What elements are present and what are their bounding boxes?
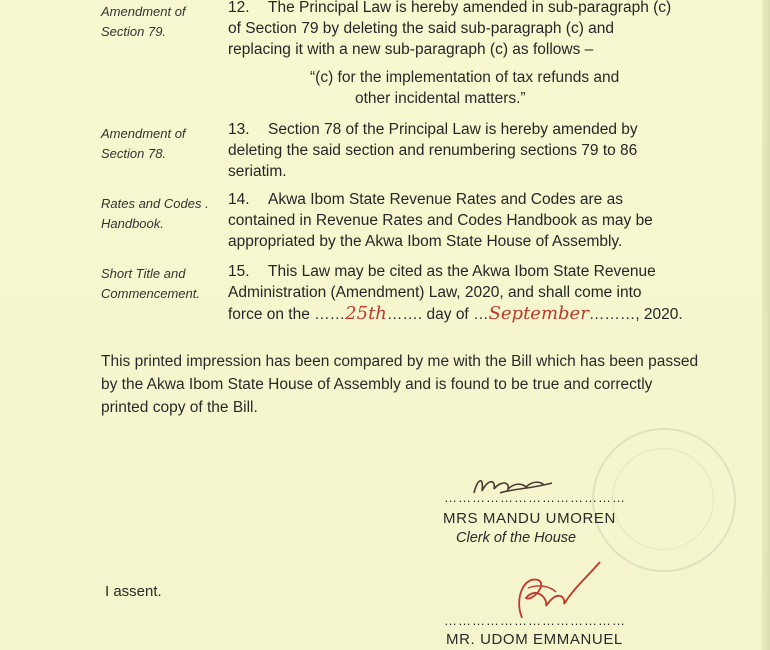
clause-line: Administration (Amendment) Law, 2020, and shall come into	[228, 284, 642, 301]
margin-note-short-title	[101, 264, 200, 304]
quote-line: other incidental matters.”	[355, 90, 526, 107]
clause-line: seriatim.	[228, 163, 287, 180]
handwritten-day: 25th	[345, 303, 387, 324]
clause-14	[228, 189, 653, 252]
margin-note-line: Section 79.	[101, 24, 167, 39]
fill-dots: …	[473, 306, 489, 323]
handwritten-month: September	[488, 303, 589, 324]
clause-line: replacing it with a new sub-paragraph (c) as follows –	[228, 41, 594, 58]
commencement-prefix: force on the	[228, 306, 315, 323]
margin-note-line: Short Title and	[101, 266, 186, 281]
clause-number: 14.	[228, 191, 250, 208]
fill-dots: ……. day of	[386, 306, 474, 323]
margin-note-line: Handbook.	[101, 216, 164, 231]
clause-15	[228, 261, 683, 325]
clause-13	[228, 119, 638, 182]
margin-note-rates-codes	[101, 194, 209, 234]
clause-line: Section 78 of the Principal Law is hereby amended by	[268, 121, 638, 138]
assent-label: I assent.	[105, 583, 162, 600]
quoted-sub-paragraph	[310, 67, 619, 109]
margin-note-line: Section 78.	[101, 146, 167, 161]
fill-dots-year: ………, 2020.	[588, 306, 683, 323]
governor-name: MR. UDOM EMMANUEL	[446, 631, 623, 648]
clerk-title: Clerk of the House	[456, 530, 577, 546]
margin-note-line: Commencement.	[101, 286, 200, 301]
commencement-line	[228, 303, 683, 325]
clause-number: 12.	[228, 0, 250, 16]
clerk-signature-line: …………………………………	[444, 490, 626, 505]
clerk-name: MRS MANDU UMOREN	[443, 510, 616, 527]
clause-line: deleting the said section and renumbering sections 79 to 86	[228, 142, 638, 159]
clause-line: Akwa Ibom State Revenue Rates and Codes are as	[268, 191, 623, 208]
page-edge	[762, 0, 770, 650]
clause-line: The Principal Law is hereby amended in sub-paragraph (c)	[268, 0, 672, 16]
fill-dots: ……	[314, 306, 346, 323]
clause-line: of Section 79 by deleting the said sub-paragraph (c) and	[228, 20, 615, 37]
margin-note-line: Amendment of	[101, 126, 186, 141]
clause-number: 15.	[228, 263, 250, 280]
clause-line: appropriated by the Akwa Ibom State House of Assembly.	[228, 233, 623, 250]
clause-line: contained in Revenue Rates and Codes Handbook as may be	[228, 212, 653, 229]
margin-note-section-78	[101, 124, 186, 164]
margin-note-line: Amendment of	[101, 4, 186, 19]
governor-signature-line: …………………………………	[444, 613, 626, 628]
quote-line: “(c) for the implementation of tax refunds and	[310, 69, 620, 86]
certification-paragraph: This printed impression has been compared by me with the Bill which has been passed by the Akwa Ibom State House of Assembly and is found to be true and correctly printed copy of the Bill.	[101, 353, 699, 416]
clause-12	[228, 0, 671, 60]
margin-note-section-79	[101, 2, 186, 42]
margin-note-line: Rates and Codes .	[101, 196, 209, 211]
clause-line: This Law may be cited as the Akwa Ibom State Revenue	[268, 263, 656, 280]
clause-number: 13.	[228, 121, 250, 138]
